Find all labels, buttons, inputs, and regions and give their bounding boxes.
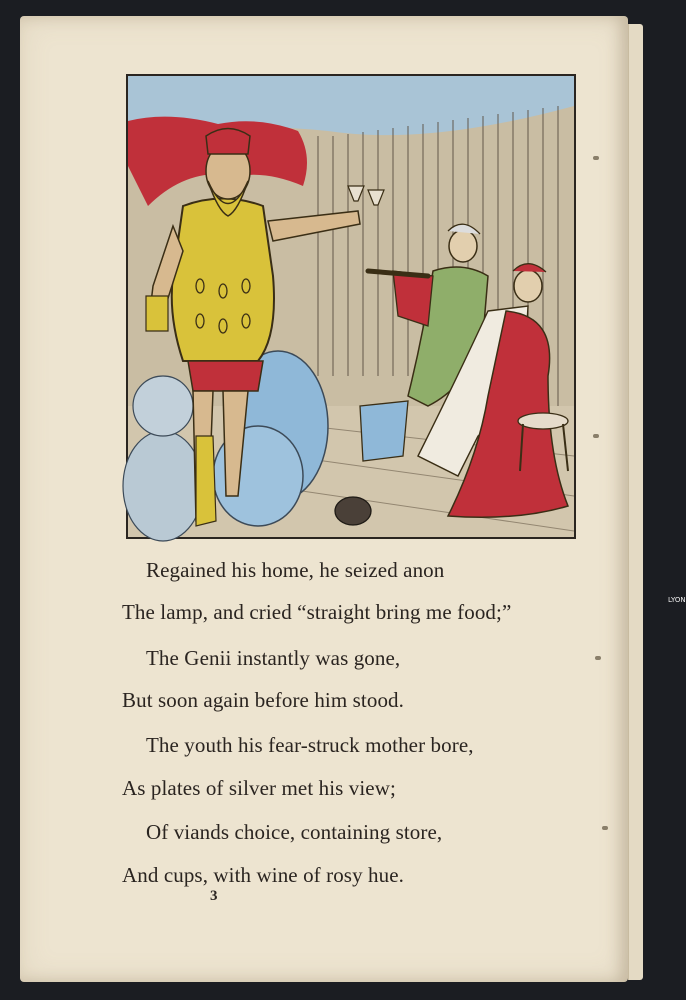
verse-line: Regained his home, he seized anon (146, 558, 445, 582)
hand-colored-engraving (128, 76, 574, 537)
verse-line: But soon again before him stood. (122, 688, 404, 712)
binding-hole (593, 434, 599, 438)
verse-line: The lamp, and cried “straight bring me food;” (122, 600, 512, 624)
verse-line: The youth his fear-struck mother bore, (146, 733, 474, 757)
verse-line: The Genii instantly was gone, (146, 646, 401, 670)
lamp (335, 497, 371, 525)
verse-line: Of viands choice, containing store, (146, 820, 443, 844)
binding-hole (602, 826, 608, 830)
engraver-signature: LYON (668, 596, 686, 604)
verse-line: As plates of silver met his view; (122, 776, 396, 800)
verse-line: And cups, with wine of rosy hue. (122, 863, 404, 887)
binding-hole (595, 656, 601, 660)
binding-hole (593, 156, 599, 160)
page-edge (628, 24, 643, 980)
page-number: 3 (210, 888, 218, 904)
